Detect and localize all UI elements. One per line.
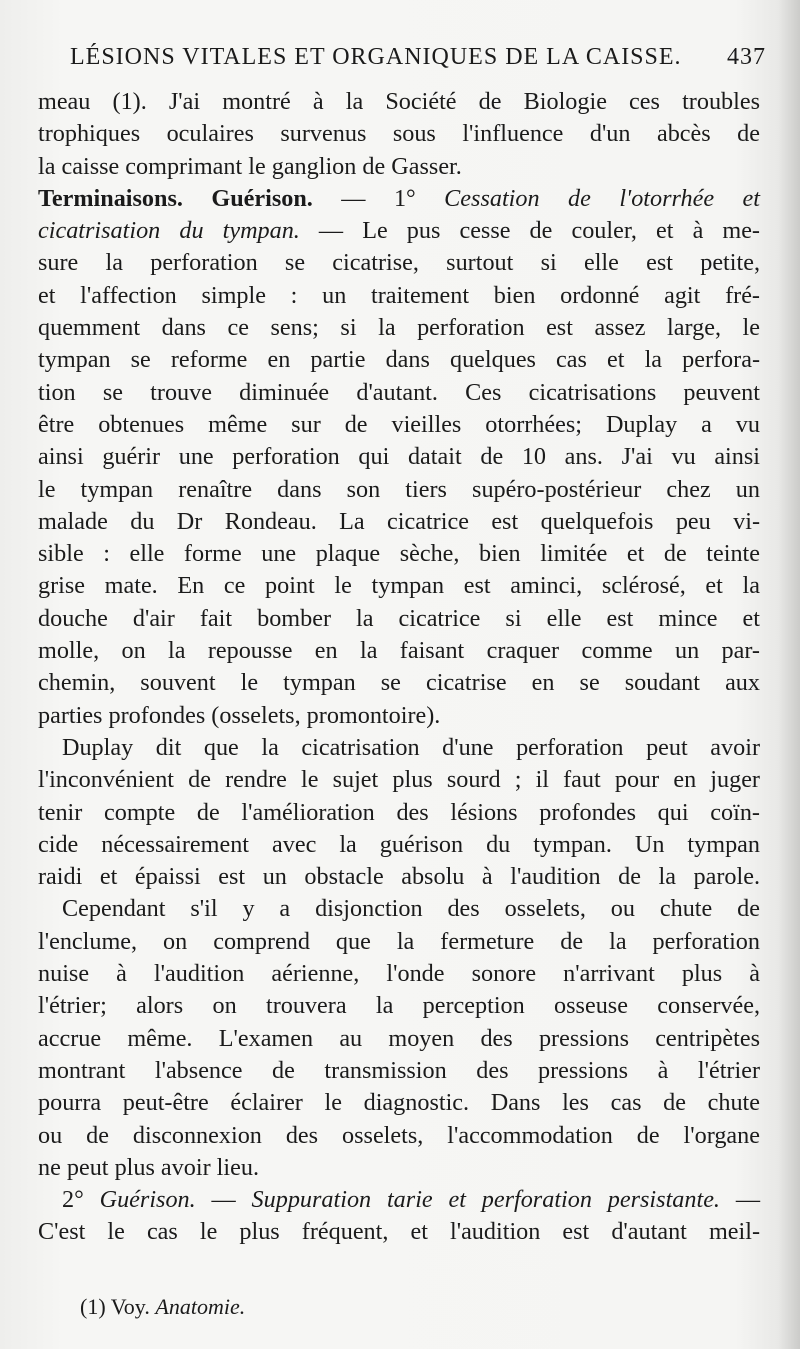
text-line: cide nécessairement avec la guérison du tympan. Un tympan — [38, 830, 760, 858]
page-number: 437 — [727, 44, 766, 70]
text-line: l'enclume, on comprend que la fermeture de la perforation — [38, 927, 760, 955]
body-text — [38, 86, 760, 1249]
text-line: l'inconvénient de rendre le sujet plus sourd ; il faut pour en juger — [38, 766, 760, 794]
text-line: tion se trouve diminuée d'autant. Ces cicatrisations peuvent — [38, 378, 760, 406]
text-line: tenir compte de l'amélioration des lésions profondes qui coïn- — [38, 798, 760, 826]
text-line: montrant l'absence de transmission des pressions à l'étrier — [38, 1056, 760, 1084]
text-line: raidi et épaissi est un obstacle absolu à l'audition de la parole. — [38, 863, 760, 891]
text-run: — Le pus cesse de couler, et à me- — [299, 217, 760, 245]
text-line: l'étrier; alors on trouvera la perception osseuse conservée, — [38, 992, 760, 1020]
text-line — [38, 215, 760, 247]
text-line: pourra peut-être éclairer le diagnostic. Dans les cas de chute — [38, 1089, 760, 1117]
text-line: C'est le cas le plus fréquent, et l'audition est d'autant meil- — [38, 1218, 760, 1246]
subsection-title-cont: cicatrisation du tympan. — [38, 217, 300, 245]
text-line: tympan se reforme en partie dans quelques cas et la perfora- — [38, 346, 760, 374]
text-line: chemin, souvent le tympan se cicatrise en se soudant aux — [38, 669, 760, 697]
subsection-heading-line — [38, 1184, 760, 1216]
section-heading-line — [38, 183, 760, 215]
text-line: sure la perforation se cicatrise, surtout si elle est petite, — [38, 249, 760, 277]
text-line: ou de disconnexion des osselets, l'accommodation de l'organe — [38, 1121, 760, 1149]
text-line: Duplay dit que la cicatrisation d'une perforation peut avoir — [62, 733, 760, 761]
text-line: parties profondes (osselets, promontoire). — [38, 701, 441, 729]
dash: — — [719, 1186, 760, 1214]
footnote-ref: Anatomie. — [155, 1294, 246, 1319]
text-line: ne peut plus avoir lieu. — [38, 1153, 259, 1181]
text-line: malade du Dr Rondeau. La cicatrice est quelquefois peu vi- — [38, 507, 760, 535]
text-line: meau (1). J'ai montré à la Société de Biologie ces troubles — [38, 88, 760, 115]
text-line: ainsi guérir une perforation qui datait de 10 ans. J'ai vu ainsi — [38, 443, 760, 471]
subsection-title: Cessation de l'otorrhée et — [444, 184, 760, 212]
text-line: douche d'air fait bomber la cicatrice si elle est mince et — [38, 604, 760, 632]
footnote-marker: (1) Voy. — [80, 1294, 150, 1319]
running-title: LÉSIONS VITALES ET ORGANIQUES DE LA CAISSE. — [70, 44, 682, 70]
text-line: nuise à l'audition aérienne, l'onde sonore n'arrivant plus à — [38, 960, 760, 988]
text-line: sible : elle forme une plaque sèche, bien limitée et de teinte — [38, 540, 760, 568]
text-line: et l'affection simple : un traitement bien ordonné agit fré- — [38, 281, 760, 309]
text-line: accrue même. L'examen au moyen des pressions centripètes — [38, 1024, 760, 1052]
text-line: Cependant s'il y a disjonction des osselets, ou chute de — [62, 895, 760, 923]
section-heading: Terminaisons. Guérison. — [38, 184, 313, 212]
text-line: quemment dans ce sens; si la perforation est assez large, le — [38, 314, 760, 342]
text-line: grise mate. En ce point le tympan est aminci, sclérosé, et la — [38, 572, 760, 600]
footnote — [80, 1294, 245, 1320]
page-edge-shadow — [778, 0, 800, 1349]
dash-number: — 1° — [312, 184, 445, 212]
text-line: trophiques oculaires survenus sous l'influence d'un abcès de — [38, 120, 760, 148]
text-line: le tympan renaître dans son tiers supéro-postérieur chez un — [38, 475, 760, 503]
text-line: la caisse comprimant le ganglion de Gasser. — [38, 152, 462, 180]
subsection-title: Guérison. — [99, 1186, 196, 1214]
subsection-subtitle: Suppuration tarie et perforation persistante. — [251, 1186, 720, 1214]
dash: — — [195, 1186, 252, 1214]
text-line: molle, on la repousse en la faisant craquer comme un par- — [38, 637, 760, 665]
text-line: être obtenues même sur de vieilles otorrhées; Duplay a vu — [38, 410, 760, 438]
number: 2° — [62, 1186, 100, 1214]
